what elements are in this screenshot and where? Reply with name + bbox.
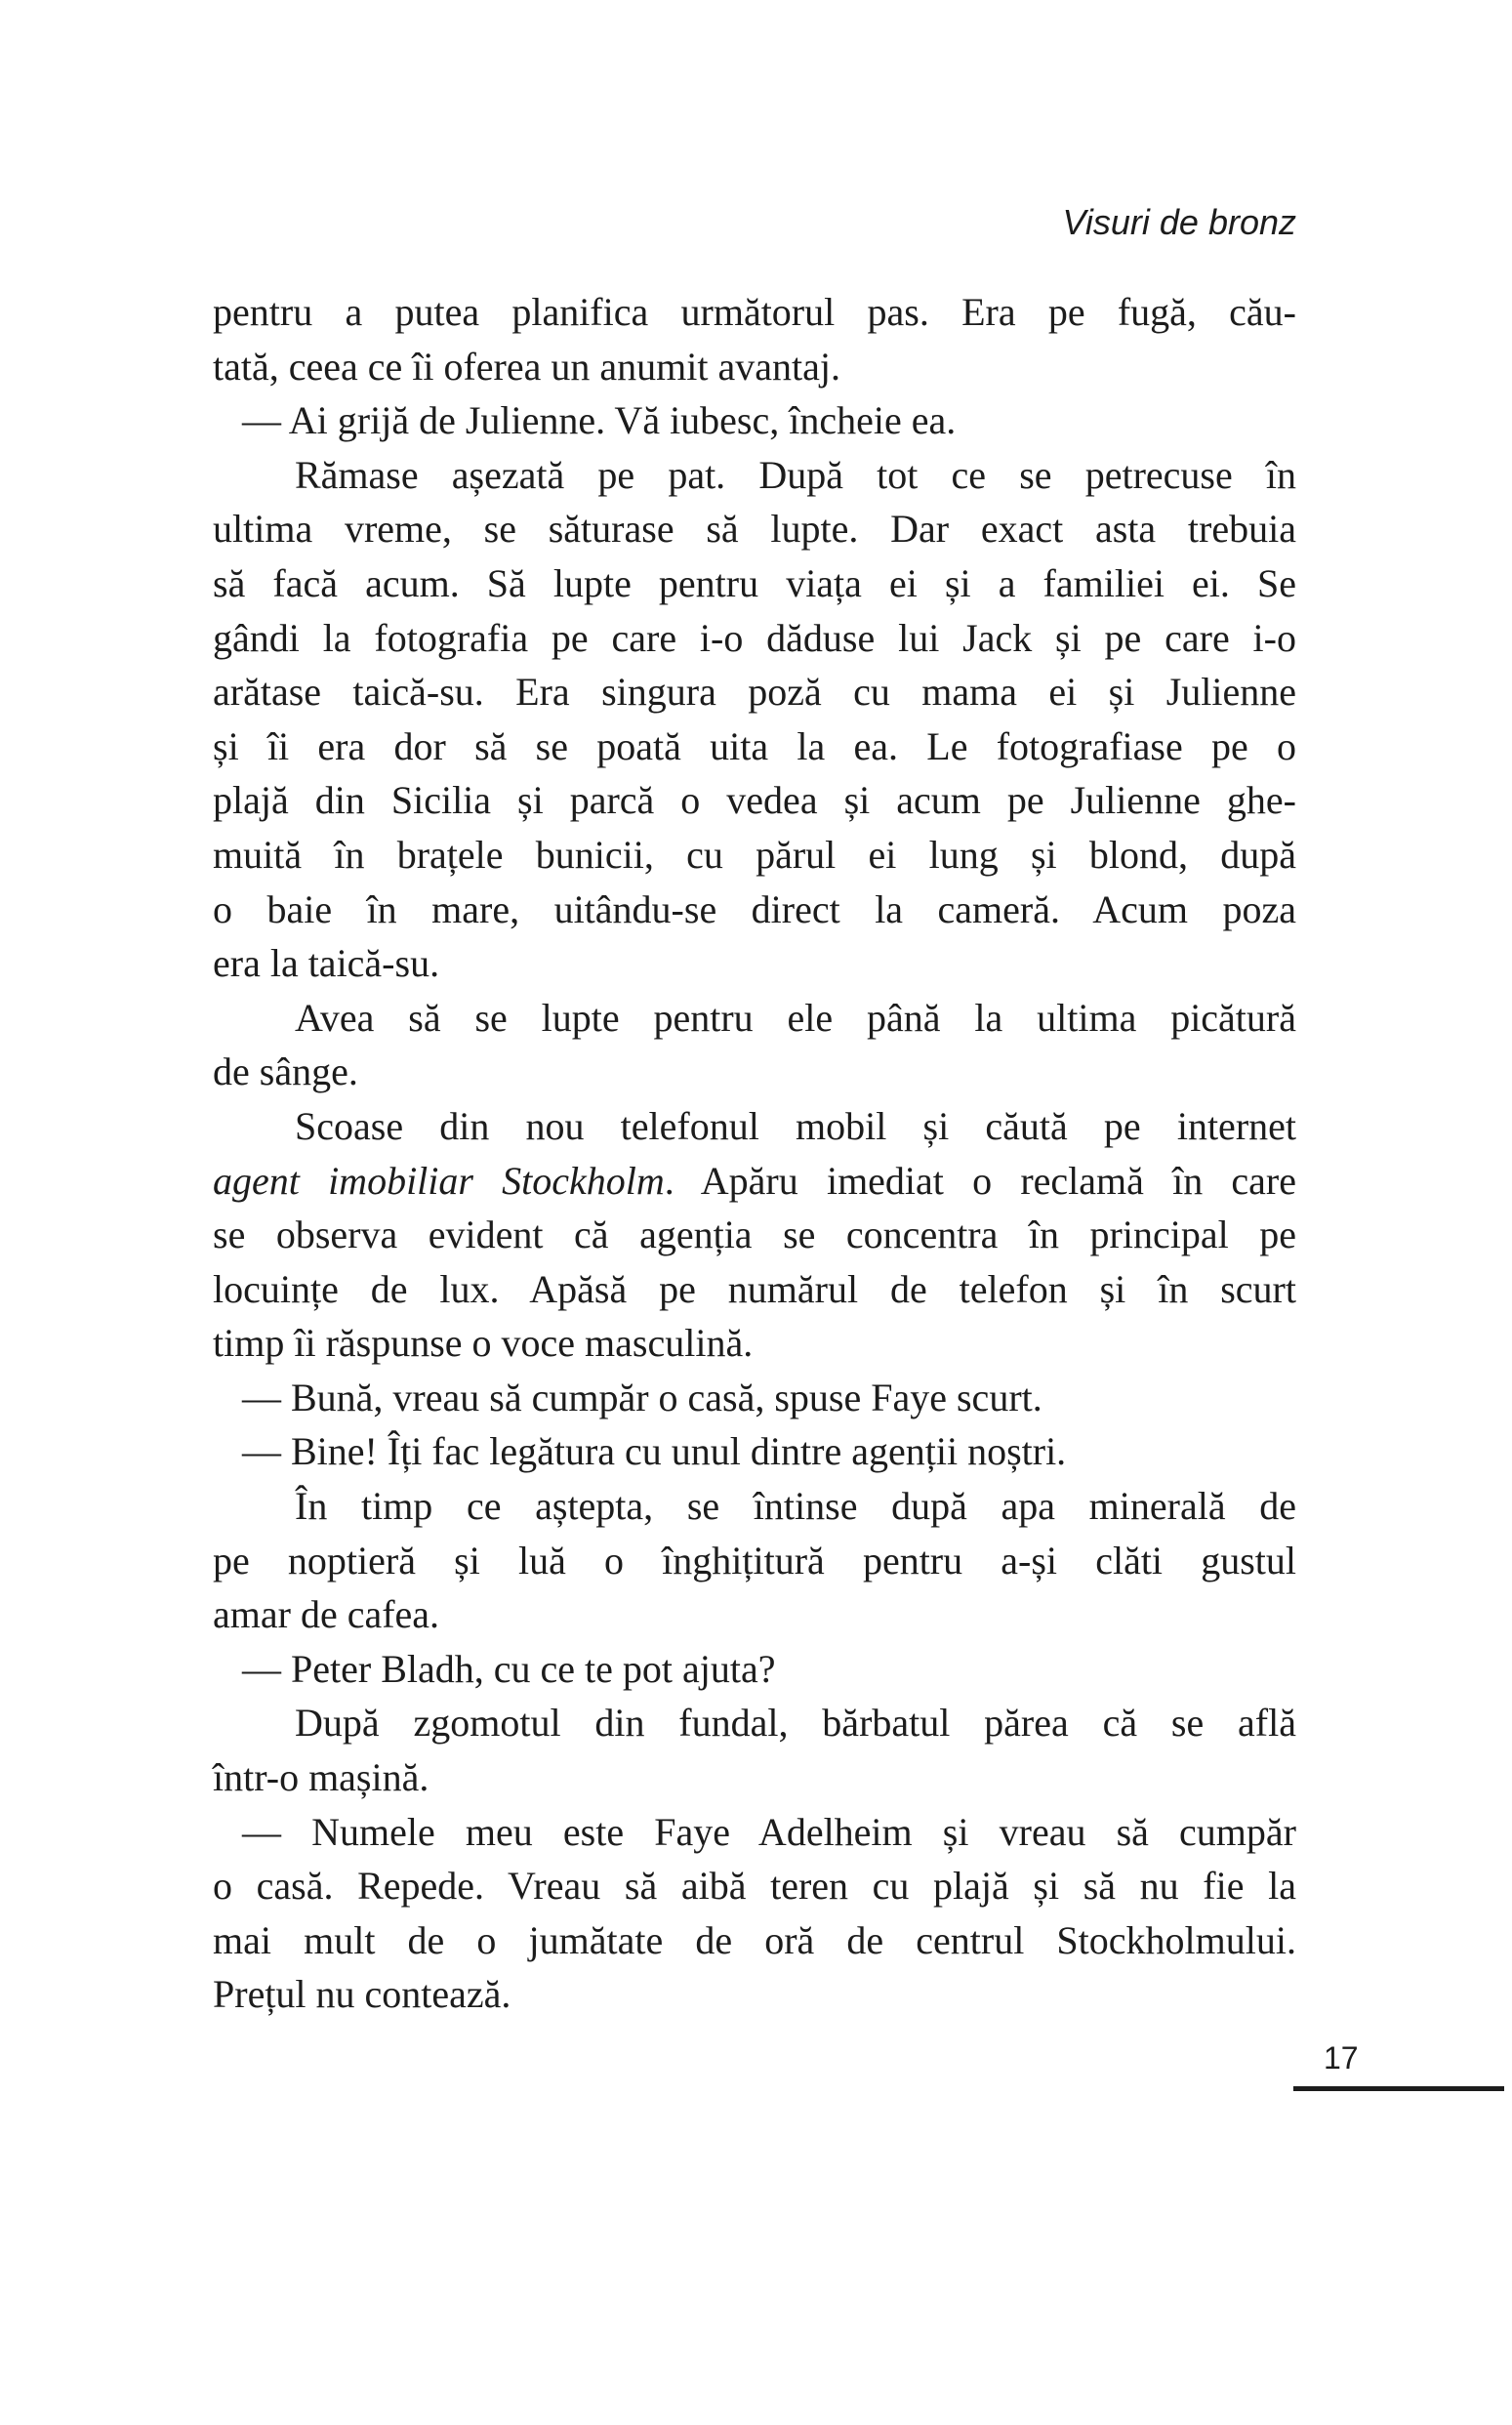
text-segment: tată, ceea ce îi oferea un anumit avantaj.	[213, 344, 840, 389]
text-line	[213, 1913, 1296, 1968]
body-text	[213, 285, 1296, 2022]
text-line	[213, 1967, 1296, 2022]
text-line	[213, 1534, 1296, 1588]
footer-rule	[1293, 2086, 1504, 2091]
text-segment: o baie în mare, uitându-se direct la cameră. Acum poza	[213, 886, 1296, 931]
text-segment: ultima vreme, se săturase să lupte. Dar exact asta trebuia	[213, 507, 1296, 552]
text-segment: muită în brațele bunicii, cu părul ei lung și blond, după	[213, 832, 1296, 877]
text-segment: amar de cafea.	[213, 1592, 440, 1637]
text-segment: . Apăru imediat o reclamă în care	[664, 1158, 1296, 1203]
text-line	[213, 448, 1296, 503]
text-line	[213, 665, 1296, 719]
running-header: Visuri de bronz	[1062, 202, 1296, 242]
text-line	[213, 1805, 1296, 1860]
text-segment: de sânge.	[213, 1049, 358, 1094]
text-line	[213, 393, 1296, 448]
text-segment: — Bună, vreau să cumpăr o casă, spuse Faye scurt.	[242, 1375, 1042, 1419]
text-line	[213, 1696, 1296, 1750]
text-segment: Rămase așezată pe pat. După tot ce se petrecuse în	[295, 452, 1296, 497]
page-number: 17	[1324, 2040, 1359, 2076]
text-segment: o casă. Repede. Vreau să aibă teren cu plajă și să nu fie la	[213, 1864, 1296, 1909]
text-line	[213, 1371, 1296, 1425]
text-segment: și îi era dor să se poată uita la ea. Le fotografiase pe o	[213, 723, 1296, 768]
text-segment: Scoase din nou telefonul mobil și căută pe internet	[295, 1103, 1296, 1148]
text-segment: Prețul nu contează.	[213, 1972, 511, 2017]
text-line	[213, 285, 1296, 340]
text-segment: — Bine! Îți fac legătura cu unul dintre agenții noștri.	[242, 1429, 1067, 1474]
text-line	[213, 611, 1296, 666]
text-segment: — Numele meu este Faye Adelheim și vreau să cumpăr	[242, 1809, 1296, 1854]
text-line	[213, 1642, 1296, 1697]
text-segment: arătase taică-su. Era singura poză cu mama ei și Julienne	[213, 670, 1296, 715]
text-line	[213, 773, 1296, 828]
text-line	[213, 828, 1296, 883]
text-line	[213, 502, 1296, 556]
text-segment: Avea să se lupte pentru ele până la ultima picătură	[295, 995, 1296, 1040]
text-line	[213, 719, 1296, 774]
text-line	[213, 1154, 1296, 1209]
text-segment: În timp ce aștepta, se întinse după apa minerală de	[295, 1484, 1296, 1529]
text-segment: După zgomotul din fundal, bărbatul părea că se află	[295, 1701, 1296, 1746]
text-segment: pe noptieră și luă o înghițitură pentru a-și clăti gustul	[213, 1538, 1296, 1582]
text-line	[213, 991, 1296, 1046]
text-line	[213, 1479, 1296, 1534]
text-line	[213, 1316, 1296, 1371]
text-line	[213, 936, 1296, 991]
text-segment: era la taică-su.	[213, 941, 440, 986]
text-line	[213, 1424, 1296, 1479]
text-line	[213, 556, 1296, 611]
text-line	[213, 1099, 1296, 1154]
text-line	[213, 1750, 1296, 1805]
text-line	[213, 340, 1296, 394]
text-segment: să facă acum. Să lupte pentru viața ei și a familiei ei. Se	[213, 560, 1296, 605]
text-line	[213, 1262, 1296, 1317]
text-segment: într-o mașină.	[213, 1755, 429, 1800]
text-segment: se observa evident că agenția se concentra în principal pe	[213, 1212, 1296, 1257]
text-line	[213, 883, 1296, 937]
text-segment: — Ai grijă de Julienne. Vă iubesc, încheie ea.	[242, 398, 957, 443]
text-line	[213, 1587, 1296, 1642]
text-segment: locuințe de lux. Apăsă pe numărul de telefon și în scurt	[213, 1266, 1296, 1311]
text-line	[213, 1208, 1296, 1262]
text-segment: — Peter Bladh, cu ce te pot ajuta?	[242, 1646, 776, 1691]
text-segment: plajă din Sicilia și parcă o vedea și acum pe Julienne ghe-	[213, 778, 1296, 823]
text-line	[213, 1859, 1296, 1913]
italic-text-segment: agent imobiliar Stockholm	[213, 1158, 665, 1203]
text-segment: pentru a putea planifica următorul pas. Era pe fugă, cău-	[213, 290, 1296, 334]
text-segment: timp îi răspunse o voce masculină.	[213, 1321, 754, 1366]
text-segment: gândi la fotografia pe care i-o dăduse lui Jack și pe care i-o	[213, 615, 1296, 660]
text-line	[213, 1045, 1296, 1099]
text-segment: mai mult de o jumătate de oră de centrul Stockholmului.	[213, 1917, 1296, 1962]
